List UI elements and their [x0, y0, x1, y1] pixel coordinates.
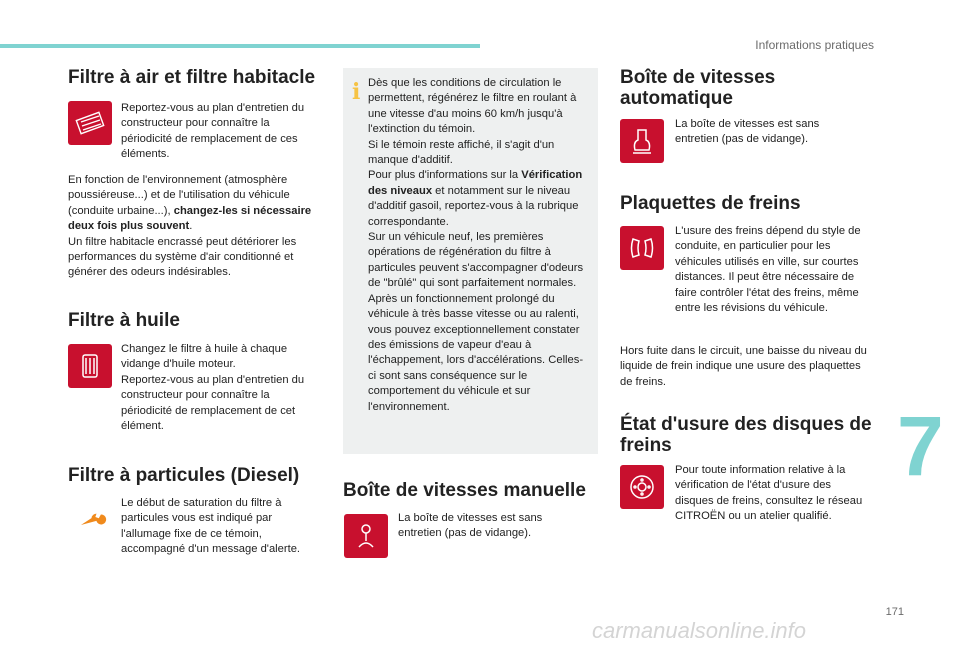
brake-discs-title: État d'usure des disques de freins — [620, 414, 872, 456]
air-filter-icon-text: Reportez-vous au plan d'entretien du constructeur pour connaître la périodicité de remplacement de ces éléments. — [121, 102, 305, 161]
air-filter-icon — [68, 101, 112, 145]
brake-discs-text: Pour toute information relative à la vérification de l'état d'usure des disques de freins, consultez le réseau CITROËN ou un atelier qualifié. — [675, 464, 863, 523]
page-header-title: Informations pratiques — [755, 38, 874, 52]
chapter-number: 7 — [897, 399, 944, 493]
info-box-text: Dès que les conditions de circulation le permettent, régénérez le filtre en roulant à une vitesse d'au moins 60 km/h jusqu'à l'extinction du témoin. Si le témoin reste affiché, il s'agit d'un manque d'additif. Pour plus d'informations sur la Vérification des niveaux et notamment sur le niveau d'additif gasoil, reportez-vous à la rubrique correspondante. Sur un véhicule neuf, les premières opérations de régénération du filtre à particules peuvent s'accompagner d'odeurs de "brûlé" qui sont parfaitement normales. Après un fonctionnement prolongé du véhicule à très basse vitesse ou au ralenti, vous pouvez exceptionnellement constater des émissions de vapeur d'eau à l'échappement, lors d'accélérations. Celles-ci sont sans conséquence sur le comportement du véhicule et sur l'environnement. — [368, 77, 584, 413]
manual-gearbox-icon — [344, 514, 388, 558]
brake-pads-text: L'usure des freins dépend du style de conduite, en particulier pour les véhicules utilisés en ville, sur courtes distances. Il peut être nécessaire de faire contrôler l'état des freins, même entre les révisions du véhicule. — [675, 225, 861, 315]
watermark: carmanualsonline.info — [592, 618, 807, 643]
brake-pads-title: Plaquettes de freins — [620, 193, 801, 214]
brake-pads-body: Hors fuite dans le circuit, une baisse du niveau du liquide de frein indique une usure des plaquettes de freins. — [620, 345, 867, 388]
info-icon: i — [352, 79, 361, 105]
oil-filter-icon — [68, 344, 112, 388]
auto-gearbox-text: La boîte de vitesses est sans entretien (pas de vidange). — [675, 118, 820, 146]
manual-gearbox-title: Boîte de vitesses manuelle — [343, 480, 586, 501]
particle-filter-text: Le début de saturation du filtre à particules vous est indiqué par l'allumage fixe de ce témoin, accompagné d'un message d'alerte. — [121, 497, 301, 556]
manual-gearbox-text: La boîte de vitesses est sans entretien (pas de vidange). — [398, 512, 543, 540]
page-number: 171 — [885, 606, 904, 618]
auto-gearbox-icon — [620, 119, 664, 163]
oil-filter-title: Filtre à huile — [68, 310, 180, 331]
particle-filter-title: Filtre à particules (Diesel) — [68, 465, 300, 486]
info-box — [343, 68, 598, 454]
oil-filter-text: Changez le filtre à huile à chaque vidange d'huile moteur. Reportez-vous au plan d'entretien du constructeur pour connaître la périodicité de remplacement de cet élément. — [121, 343, 305, 433]
brake-disc-icon — [620, 465, 664, 509]
air-filter-title: Filtre à air et filtre habitacle — [68, 67, 316, 88]
wrench-icon — [70, 498, 114, 542]
air-filter-body: En fonction de l'environnement (atmosphère poussiéreuse...) et de l'utilisation du véhicule (conduite urbaine...), changez-les si nécessaire deux fois plus souvent. Un filtre habitacle encrassé peut détériorer les performances du système d'air conditionné et générer des odeurs indésirables. — [68, 174, 312, 279]
header-accent-bar — [0, 44, 480, 48]
brake-pads-icon — [620, 226, 664, 270]
auto-gearbox-title: Boîte de vitesses automatique — [620, 67, 776, 109]
